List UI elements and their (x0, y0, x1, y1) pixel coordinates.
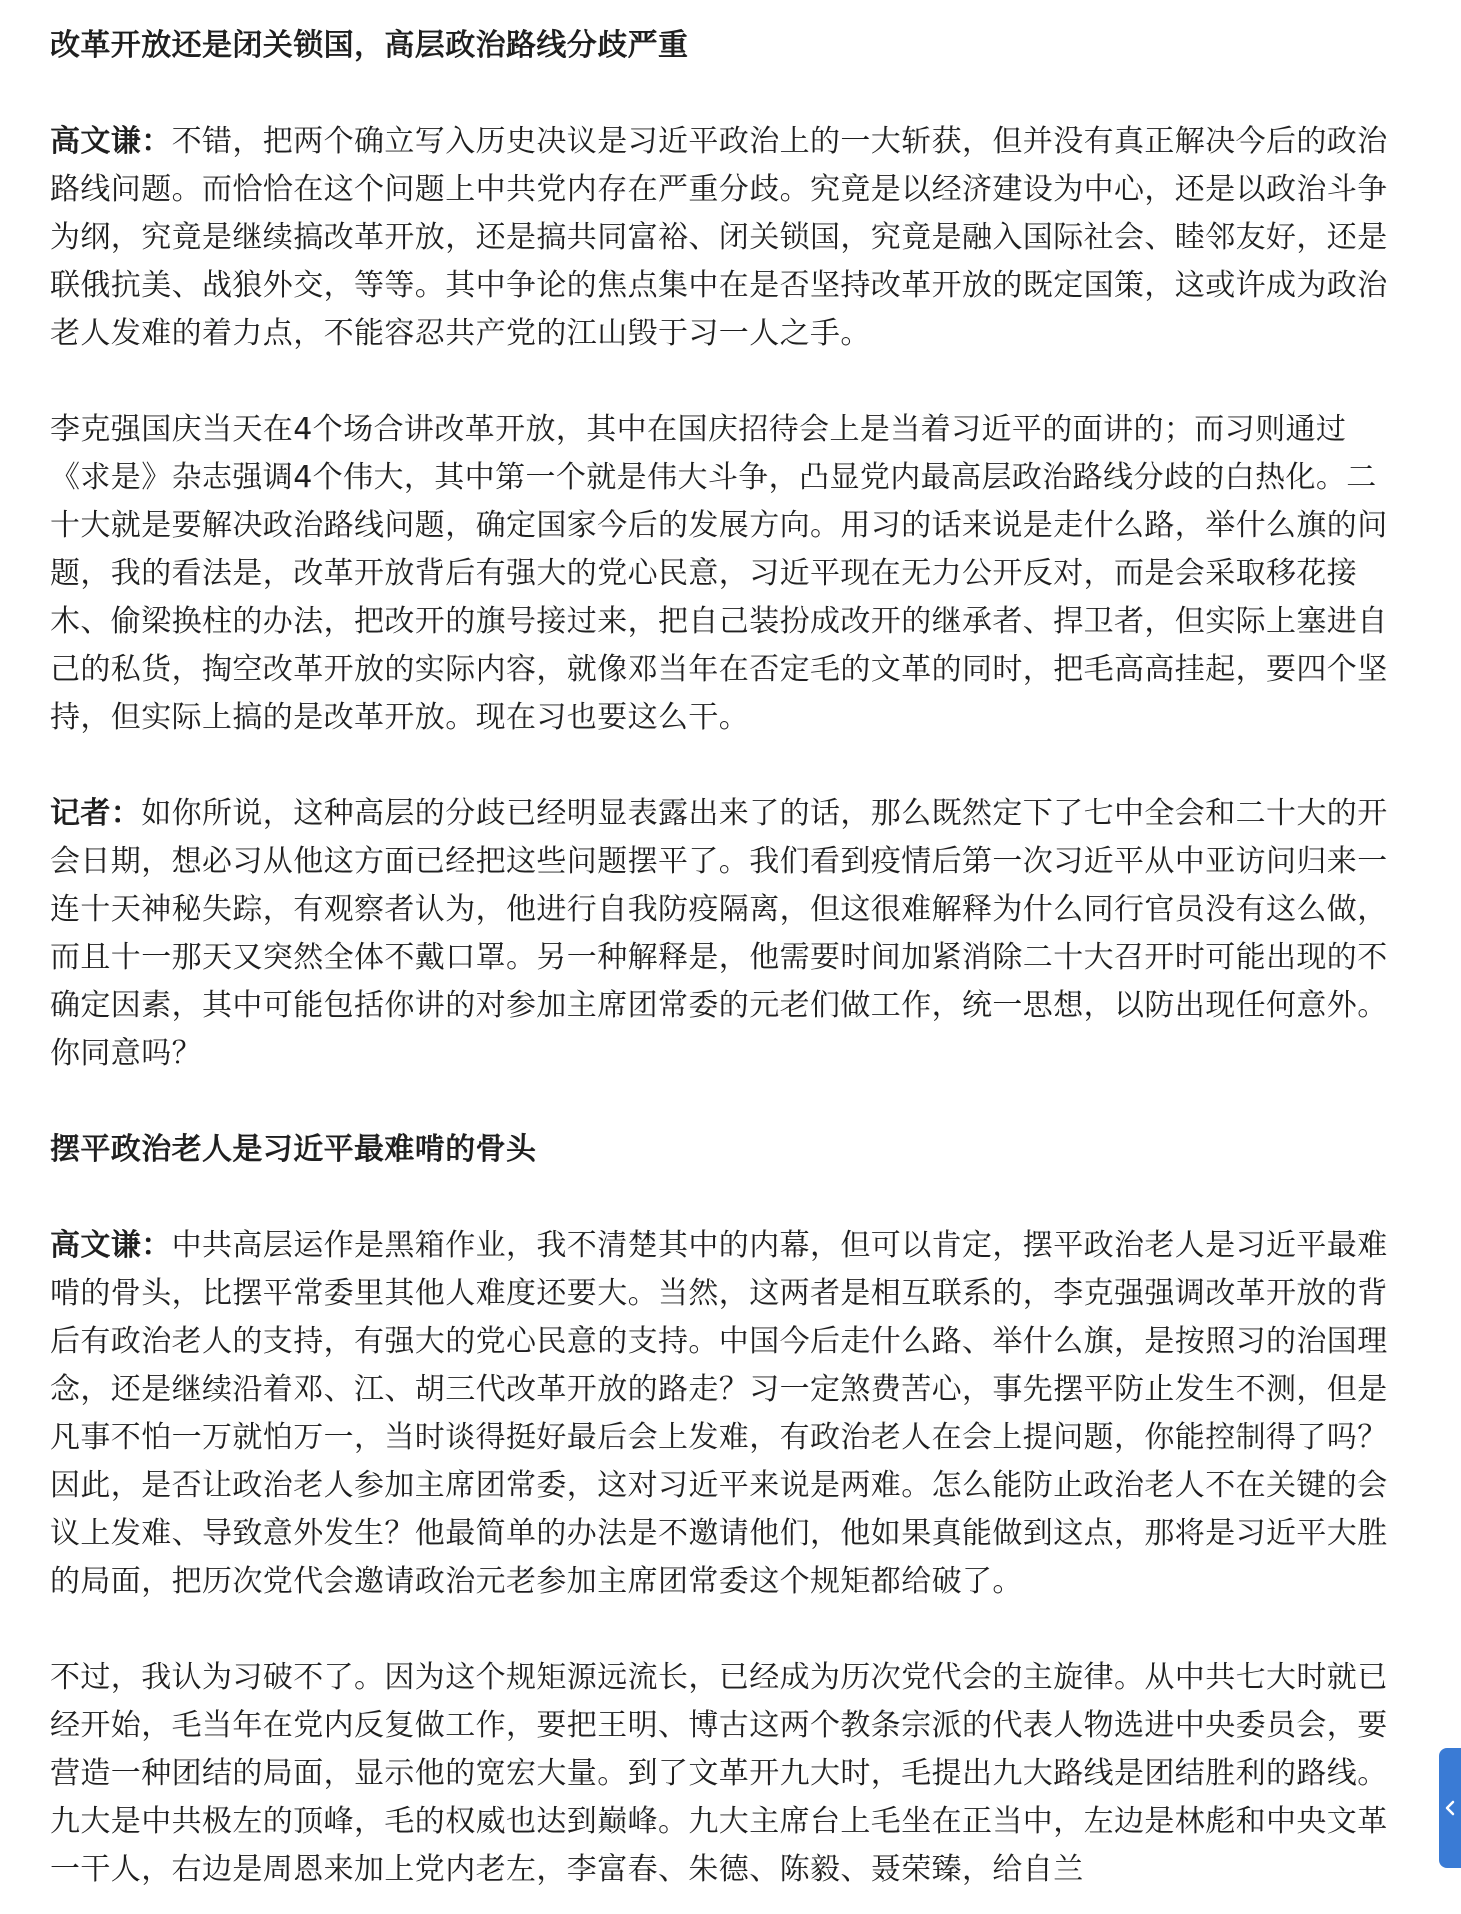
side-panel-toggle[interactable] (1439, 1748, 1461, 1868)
paragraph-gao-1 (50, 118, 1400, 358)
paragraph-text: 不过，我认为习破不了。因为这个规矩源远流长，已经成为历次党代会的主旋律。从中共七大时就已经开始，毛当年在党内反复做工作，要把王明、博古这两个教条宗派的代表人物选进中央委员会，要营造一种团结的局面，显示他的宽宏大量。到了文革开九大时，毛提出九大路线是团结胜利的路线。九大是中共极左的顶峰，毛的权威也达到巅峰。九大主席台上毛坐在正当中，左边是林彪和中央文革一干人，右边是周恩来加上党内老左，李富春、朱德、陈毅、聂荣臻，给自兰 (50, 1660, 1388, 1887)
paragraph-li-keqiang (50, 406, 1400, 742)
section-heading-reform: 改革开放还是闭关锁国，高层政治路线分歧严重 (50, 28, 689, 63)
paragraph-reporter (50, 790, 1400, 1078)
speaker-label: 记者： (50, 796, 142, 831)
paragraph-text: 如你所说，这种高层的分歧已经明显表露出来了的话，那么既然定下了七中全会和二十大的开会日期，想必习从他这方面已经把这些问题摆平了。我们看到疫情后第一次习近平从中亚访问归来一连十天神秘失踪，有观察者认为，他进行自我防疫隔离，但这很难解释为什么同行官员没有这么做，而且十一那天又突然全体不戴口罩。另一种解释是，他需要时间加紧消除二十大召开时可能出现的不确定因素，其中可能包括你讲的对参加主席团常委的元老们做工作，统一思想，以防出现任何意外。你同意吗？ (50, 796, 1388, 1071)
section-heading-elders: 摆平政治老人是习近平最难啃的骨头 (50, 1132, 537, 1167)
paragraph-gao-2 (50, 1222, 1400, 1606)
speaker-label: 高文谦： (50, 124, 172, 159)
speaker-label: 高文谦： (50, 1228, 172, 1263)
paragraph-text: 中共高层运作是黑箱作业，我不清楚其中的内幕，但可以肯定，摆平政治老人是习近平最难啃的骨头，比摆平常委里其他人难度还要大。当然，这两者是相互联系的，李克强强调改革开放的背后有政治老人的支持，有强大的党心民意的支持。中国今后走什么路、举什么旗，是按照习的治国理念，还是继续沿着邓、江、胡三代改革开放的路走？习一定煞费苦心，事先摆平防止发生不测，但是凡事不怕一万就怕万一，当时谈得挺好最后会上发难，有政治老人在会上提问题，你能控制得了吗？因此，是否让政治老人参加主席团常委，这对习近平来说是两难。怎么能防止政治老人不在关键的会议上发难、导致意外发生？他最简单的办法是不邀请他们，他如果真能做到这点，那将是习近平大胜的局面，把历次党代会邀请政治元老参加主席团常委这个规矩都给破了。 (50, 1228, 1388, 1599)
paragraph-text: 不错，把两个确立写入历史决议是习近平政治上的一大斩获，但并没有真正解决今后的政治路线问题。而恰恰在这个问题上中共党内存在严重分歧。究竟是以经济建设为中心，还是以政治斗争为纲，究竟是继续搞改革开放，还是搞共同富裕、闭关锁国，究竟是融入国际社会、睦邻友好，还是联俄抗美、战狼外交，等等。其中争论的焦点集中在是否坚持改革开放的既定国策，这或许成为政治老人发难的着力点，不能容忍共产党的江山毁于习一人之手。 (50, 124, 1388, 351)
paragraph-text: 李克强国庆当天在4个场合讲改革开放，其中在国庆招待会上是当着习近平的面讲的；而习则通过《求是》杂志强调4个伟大，其中第一个就是伟大斗争，凸显党内最高层政治路线分歧的白热化。二十大就是要解决政治路线问题，确定国家今后的发展方向。用习的话来说是走什么路，举什么旗的问题，我的看法是，改革开放背后有强大的党心民意，习近平现在无力公开反对，而是会采取移花接木、偷梁换柱的办法，把改开的旗号接过来，把自己装扮成改开的继承者、捍卫者，但实际上塞进自己的私货，掏空改革开放的实际内容，就像邓当年在否定毛的文革的同时，把毛高高挂起，要四个坚持，但实际上搞的是改革开放。现在习也要这么干。 (50, 412, 1388, 735)
article-body (50, 22, 1400, 1894)
chevron-left-icon (1444, 1800, 1456, 1816)
paragraph-tradition (50, 1654, 1400, 1894)
